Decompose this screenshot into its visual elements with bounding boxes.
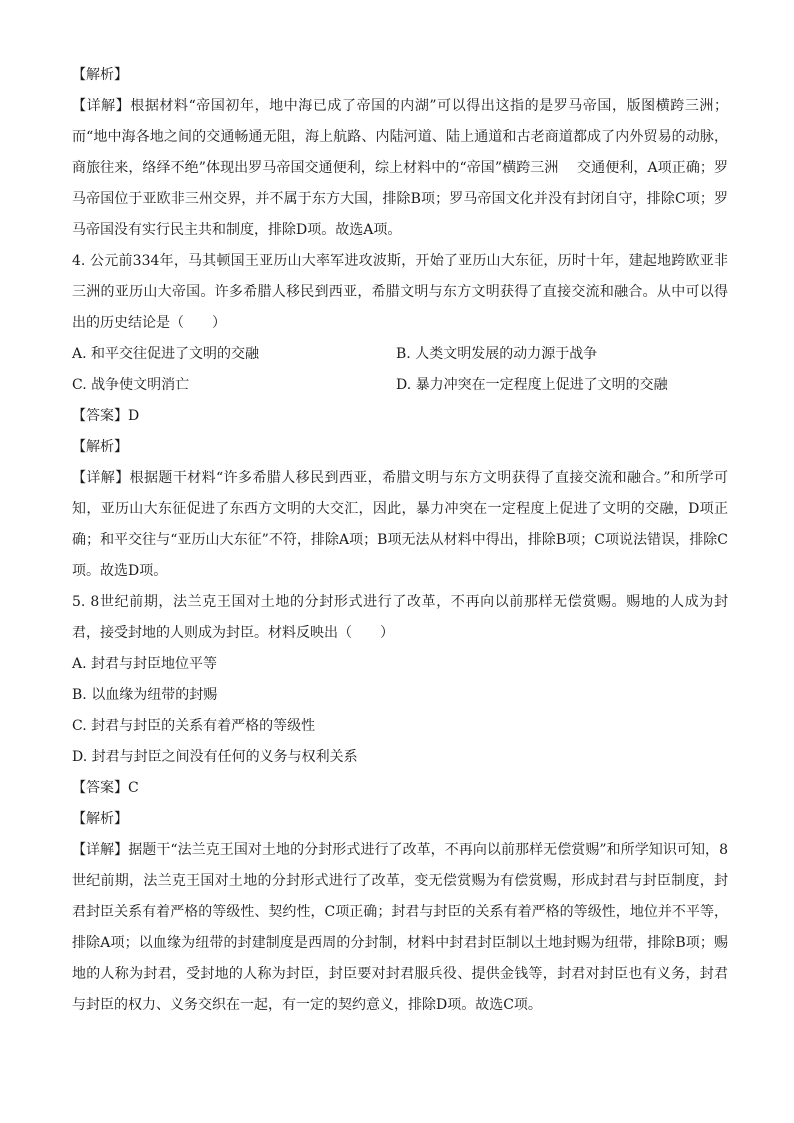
analysis-heading-5: 【解析】 (72, 811, 128, 827)
option-4d: D. 暴力冲突在一定程度上促进了文明的交融 (396, 377, 668, 393)
option-5b: B. 以血缘为纽带的封赐 (72, 687, 218, 703)
option-4b: B. 人类文明发展的动力源于战争 (396, 346, 598, 362)
explanation-paragraph: 【详解】根据材料“帝国初年，地中海已成了帝国的内湖”可以得出这指的是罗马帝国，版图横跨三洲；而“地中海各地之间的交通畅通无阻，海上航路、内陆河道、陆上通道和古老商道都成了内外贸易的动脉，商旅往来，络绎不绝”体现出罗马帝国交通便利，综上材料中的“帝国”横跨三洲 交通便利，A项正确；罗马帝国位于亚欧非三州交界，并不属于东方大国，排除B项；罗马帝国文化并没有封闭自守，排除C项；罗马帝国没有实行民主共和制度，排除D项。故选A项。 (72, 98, 728, 238)
question-4-options-row-2 (72, 370, 728, 401)
document-page (72, 60, 728, 1021)
option-4c: C. 战争使文明消亡 (72, 377, 190, 393)
question-4: 4. 公元前334年，马其顿国王亚历山大率军进攻波斯，开始了亚历山大东征，历时十年，建起地跨欧亚非三洲的亚历山大帝国。许多希腊人移民到西亚，希腊文明与东方文明获得了直接交流和融合。从中可以得出的历史结论是（ ） (72, 253, 728, 331)
option-5d: D. 封君与封臣之间没有任何的义务与权利关系 (72, 749, 358, 765)
explanation-4: 【详解】根据题干材料“许多希腊人移民到西亚，希腊文明与东方文明获得了直接交流和融合。”和所学可知，亚历山大东征促进了东西方文明的大交汇，因此，暴力冲突在一定程度上促进了文明的交融，D项正确；和平交往与“亚历山大东征”不符，排除A项；B项无法从材料中得出，排除B项；C项说法错误，排除C项。故选D项。 (72, 470, 728, 579)
analysis-heading: 【解析】 (72, 67, 128, 83)
option-5a: A. 封君与封臣地位平等 (72, 656, 218, 672)
answer-4: 【答案】D (72, 408, 140, 424)
question-5: 5. 8世纪前期，法兰克王国对土地的分封形式进行了改革，不再向以前那样无偿赏赐。赐地的人成为封君，接受封地的人则成为封臣。材料反映出（ ） (72, 594, 728, 641)
explanation-5: 【详解】据题干“法兰克王国对土地的分封形式进行了改革，不再向以前那样无偿赏赐”和所学知识可知，8世纪前期，法兰克王国对土地的分封形式进行了改革，变无偿赏赐为有偿赏赐，形成封君与封臣制度，封君封臣关系有着严格的等级性、契约性，C项正确；封君与封臣的关系有着严格的等级性，地位并不平等，排除A项；以血缘为纽带的封建制度是西周的分封制，材料中封君封臣制以土地封赐为纽带，排除B项；赐地的人称为封君，受封地的人称为封臣，封臣要对封君服兵役、提供金钱等，封君对封臣也有义务，封君与封臣的权力、义务交织在一起，有一定的契约意义，排除D项。故选C项。 (72, 842, 728, 1013)
question-4-options-row-1 (72, 339, 728, 370)
answer-5: 【答案】C (72, 780, 139, 796)
option-4a: A. 和平交往促进了文明的交融 (72, 346, 260, 362)
analysis-heading-4: 【解析】 (72, 439, 128, 455)
option-5c: C. 封君与封臣的关系有着严格的等级性 (72, 718, 316, 734)
